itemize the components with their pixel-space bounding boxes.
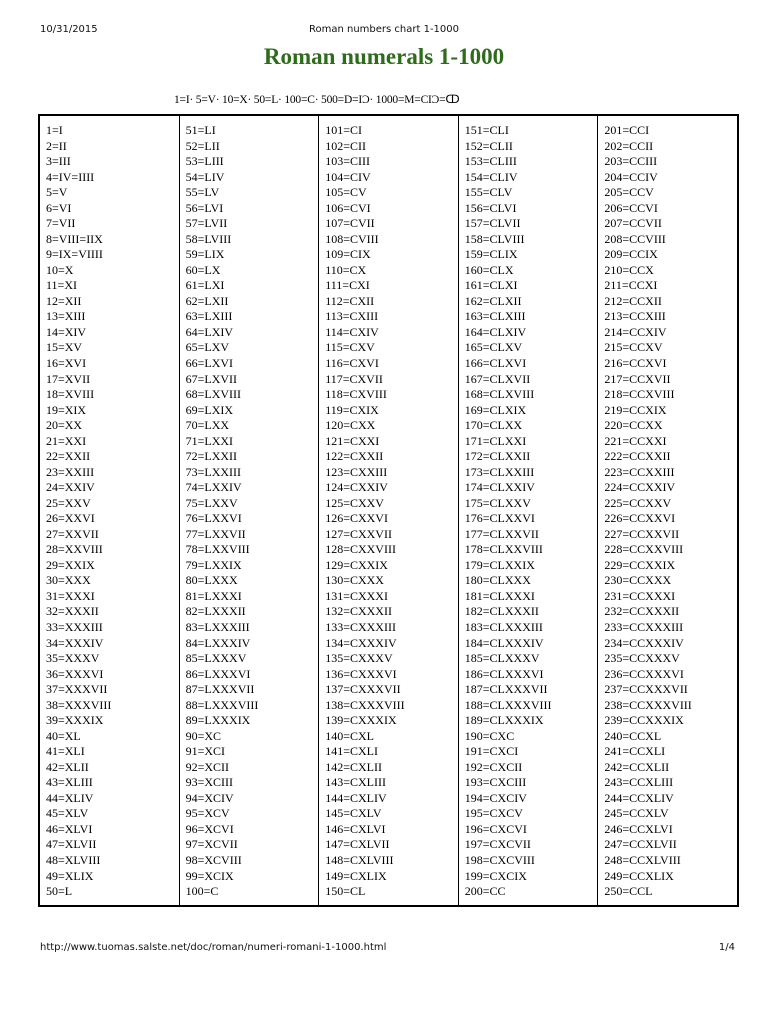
table-cell: 46=XLVI — [46, 821, 93, 836]
table-cell: 162=CLXII — [464, 293, 522, 308]
table-cell: 22=XXII — [46, 449, 91, 464]
table-cell: 239=CCXXXIX — [604, 713, 684, 728]
table-cell: 42=XLII — [46, 759, 89, 774]
table-cell: 26=XXVI — [46, 511, 95, 526]
table-cell: 177=CLXXVII — [464, 526, 539, 541]
table-cell: 121=CXXI — [325, 433, 380, 448]
table-cell: 209=CCIX — [604, 247, 658, 262]
table-cell: 132=CXXXII — [325, 604, 392, 619]
table-cell: 134=CXXXIV — [325, 635, 397, 650]
table-cell: 170=CLXX — [464, 418, 523, 433]
table-cell: 100=C — [185, 884, 219, 899]
table-cell: 219=CCXIX — [604, 402, 667, 417]
table-cell: 193=CXCIII — [464, 775, 527, 790]
table-cell: 157=CLVII — [464, 216, 521, 231]
table-cell: 33=XXXIII — [46, 620, 103, 634]
table-cell: 65=LXV — [185, 340, 230, 355]
table-cell: 30=XXX — [46, 573, 91, 588]
table-cell: 192=CXCII — [464, 759, 523, 774]
table-cell: 117=CXVII — [325, 371, 383, 386]
table-cell: 70=LXX — [185, 418, 230, 433]
table-cell: 5=V — [46, 185, 68, 200]
table-cell: 189=CLXXXIX — [464, 713, 544, 728]
table-cell: 172=CLXXII — [464, 449, 531, 464]
table-cell: 236=CCXXXVI — [604, 666, 684, 681]
table-cell: 11=XI — [46, 278, 77, 293]
table-cell: 95=XCV — [185, 806, 230, 821]
table-cell: 243=CCXLIII — [604, 775, 674, 790]
table-cell: 97=XCVII — [185, 837, 238, 852]
table-cell: 99=XCIX — [185, 868, 234, 883]
table-cell: 133=CXXXIII — [325, 620, 396, 634]
table-cell: 63=LXIII — [185, 309, 233, 324]
table-cell: 130=CXXX — [325, 573, 384, 588]
table-cell: 75=LXXV — [185, 495, 238, 510]
table-cell: 86=LXXXVI — [185, 666, 251, 681]
table-cell: 179=CLXXIX — [464, 557, 535, 572]
table-cell: 142=CXLII — [325, 759, 382, 774]
table-cell: 182=CLXXXII — [464, 604, 539, 619]
table-cell: 107=CVII — [325, 216, 375, 231]
table-cell: 119=CXIX — [325, 402, 379, 417]
numerals-table — [38, 114, 739, 907]
table-cell: 166=CLXVI — [464, 355, 527, 370]
table-cell: 211=CCXI — [604, 278, 658, 293]
table-cell: 135=CXXXV — [325, 651, 393, 666]
table-cell: 176=CLXXVI — [464, 511, 535, 526]
table-cell: 91=XCI — [185, 744, 226, 759]
table-cell: 76=LXXVI — [185, 511, 242, 526]
table-cell: 120=CXX — [325, 418, 376, 433]
table-cell: 241=CCXLI — [604, 744, 666, 759]
table-cell: 118=CXVIII — [325, 387, 387, 402]
table-column — [40, 116, 180, 905]
table-cell: 50=L — [46, 884, 73, 899]
table-cell: 45=XLV — [46, 806, 89, 821]
table-cell: 110=CX — [325, 262, 367, 277]
table-cell: 208=CCVIII — [604, 231, 666, 246]
table-cell: 83=LXXXIII — [185, 620, 250, 634]
table-cell: 94=XCIV — [185, 790, 234, 805]
table-column — [598, 116, 737, 905]
page-number: 1/4 — [718, 942, 735, 953]
table-cell: 184=CLXXXIV — [464, 635, 544, 650]
numeral-legend: 1=I· 5=V· 10=X· 50=L· 100=C· 500=D=IƆ· 1000=M=CIƆ=ↀ — [174, 94, 460, 106]
table-cell: 180=CLXXX — [464, 573, 531, 588]
table-cell: 138=CXXXVIII — [325, 697, 405, 712]
table-cell: 125=CXXV — [325, 495, 384, 510]
table-cell: 79=LXXIX — [185, 557, 242, 572]
table-cell: 84=LXXXIV — [185, 635, 251, 650]
table-cell: 237=CCXXXVII — [604, 682, 688, 697]
table-cell: 98=XCVIII — [185, 852, 242, 867]
table-cell: 188=CLXXXVIII — [464, 697, 552, 712]
table-cell: 35=XXXV — [46, 651, 100, 666]
table-cell: 124=CXXIV — [325, 480, 388, 495]
table-cell: 225=CCXXV — [604, 495, 672, 510]
table-cell: 163=CLXIII — [464, 309, 526, 324]
table-cell: 247=CCXLVII — [604, 837, 677, 852]
table-cell: 154=CLIV — [464, 169, 518, 184]
table-cell: 78=LXXVIII — [185, 542, 250, 557]
table-cell: 37=XXXVII — [46, 682, 108, 697]
table-cell: 187=CLXXXVII — [464, 682, 548, 697]
table-cell: 207=CCVII — [604, 216, 662, 231]
table-cell: 23=XXIII — [46, 464, 95, 479]
table-cell: 248=CCXLVIII — [604, 852, 681, 867]
table-cell: 3=III — [46, 154, 71, 169]
page-title: Roman numerals 1-1000 — [263, 44, 505, 69]
table-cell: 40=XL — [46, 728, 81, 743]
table-cell: 216=CCXVI — [604, 355, 667, 370]
print-date: 10/31/2015 — [40, 24, 98, 35]
table-cell: 167=CLXVII — [464, 371, 531, 386]
table-cell: 156=CLVI — [464, 200, 517, 215]
table-cell: 194=CXCIV — [464, 790, 527, 805]
table-cell: 1=I — [46, 123, 63, 137]
table-cell: 54=LIV — [185, 169, 225, 184]
table-cell: 164=CLXIV — [464, 324, 527, 339]
table-cell: 159=CLIX — [464, 247, 518, 262]
table-cell: 143=CXLIII — [325, 775, 386, 790]
table-cell: 9=IX=VIIII — [46, 247, 103, 262]
table-cell: 103=CIII — [325, 154, 370, 169]
table-cell: 48=XLVIII — [46, 852, 101, 867]
table-cell: 196=CXCVI — [464, 821, 527, 836]
table-cell: 147=CXLVII — [325, 837, 390, 852]
table-cell: 169=CLXIX — [464, 402, 527, 417]
table-cell: 28=XXVIII — [46, 542, 103, 557]
table-cell: 10=X — [46, 262, 74, 277]
table-cell: 53=LIII — [185, 154, 224, 169]
table-cell: 67=LXVII — [185, 371, 238, 386]
print-header-title: Roman numbers chart 1-1000 — [308, 24, 459, 35]
table-cell: 158=CLVIII — [464, 231, 525, 246]
table-cell: 228=CCXXVIII — [604, 542, 684, 557]
table-cell: 96=XCVI — [185, 821, 234, 836]
table-cell: 186=CLXXXVI — [464, 666, 544, 681]
table-cell: 80=LXXX — [185, 573, 238, 588]
table-cell: 204=CCIV — [604, 169, 658, 184]
table-cell: 62=LXII — [185, 293, 229, 308]
table-cell: 152=CLII — [464, 138, 513, 153]
table-cell: 217=CCXVII — [604, 371, 671, 386]
table-cell: 21=XXI — [46, 433, 87, 448]
table-cell: 55=LV — [185, 185, 220, 200]
table-cell: 214=CCXIV — [604, 324, 667, 339]
table-cell: 229=CCXXIX — [604, 557, 676, 572]
table-cell: 245=CCXLV — [604, 806, 669, 821]
table-cell: 234=CCXXXIV — [604, 635, 684, 650]
table-cell: 141=CXLI — [325, 744, 378, 759]
table-cell: 44=XLIV — [46, 790, 94, 805]
table-cell: 148=CXLVIII — [325, 852, 394, 867]
table-cell: 73=LXXIII — [185, 464, 242, 479]
table-cell: 150=CL — [325, 884, 366, 899]
table-cell: 104=CIV — [325, 169, 371, 184]
table-cell: 66=LXVI — [185, 355, 234, 370]
table-cell: 27=XXVII — [46, 526, 99, 541]
table-column — [459, 116, 599, 905]
table-cell: 168=CLXVIII — [464, 387, 535, 402]
table-cell: 238=CCXXXVIII — [604, 697, 692, 712]
table-cell: 227=CCXXVII — [604, 526, 680, 541]
table-cell: 108=CVIII — [325, 231, 379, 246]
table-cell: 146=CXLVI — [325, 821, 386, 836]
table-cell: 226=CCXXVI — [604, 511, 676, 526]
table-cell: 242=CCXLII — [604, 759, 670, 774]
table-cell: 122=CXXII — [325, 449, 384, 464]
table-cell: 145=CXLV — [325, 806, 382, 821]
table-cell: 161=CLXI — [464, 278, 518, 293]
table-cell: 4=IV=IIII — [46, 169, 95, 184]
table-cell: 15=XV — [46, 340, 83, 355]
table-cell: 195=CXCV — [464, 806, 523, 821]
table-cell: 43=XLIII — [46, 775, 93, 790]
table-cell: 191=CXCI — [464, 744, 519, 759]
table-cell: 220=CCXX — [604, 418, 663, 433]
table-cell: 85=LXXXV — [185, 651, 247, 666]
table-cell: 139=CXXXIX — [325, 713, 397, 728]
table-cell: 200=CC — [464, 884, 506, 899]
table-cell: 231=CCXXXI — [604, 588, 676, 603]
table-cell: 7=VII — [46, 216, 76, 231]
table-cell: 116=CXVI — [325, 355, 379, 370]
table-cell: 185=CLXXXV — [464, 651, 540, 666]
table-cell: 68=LXVIII — [185, 387, 242, 402]
table-cell: 31=XXXI — [46, 588, 95, 603]
table-cell: 129=CXXIX — [325, 557, 388, 572]
table-cell: 2=II — [46, 138, 67, 153]
table-cell: 13=XIII — [46, 309, 86, 324]
table-cell: 6=VI — [46, 200, 72, 215]
table-cell: 90=XC — [185, 728, 222, 743]
table-cell: 197=CXCVII — [464, 837, 531, 852]
table-cell: 126=CXXVI — [325, 511, 388, 526]
table-cell: 175=CLXXV — [464, 495, 531, 510]
table-cell: 215=CCXV — [604, 340, 663, 355]
table-cell: 17=XVII — [46, 371, 91, 386]
table-cell: 136=CXXXVI — [325, 666, 397, 681]
table-column — [319, 116, 459, 905]
table-cell: 153=CLIII — [464, 154, 517, 169]
table-cell: 72=LXXII — [185, 449, 238, 464]
table-cell: 218=CCXVIII — [604, 387, 675, 402]
table-cell: 235=CCXXXV — [604, 651, 680, 666]
table-cell: 160=CLX — [464, 262, 514, 277]
table-cell: 131=CXXXI — [325, 588, 388, 603]
table-cell: 32=XXXII — [46, 604, 99, 619]
table-cell: 36=XXXVI — [46, 666, 104, 681]
table-cell: 205=CCV — [604, 185, 654, 200]
table-cell: 87=LXXXVII — [185, 682, 255, 697]
table-cell: 88=LXXXVIII — [185, 697, 259, 712]
table-cell: 102=CII — [325, 138, 366, 153]
table-cell: 123=CXXIII — [325, 464, 388, 479]
table-cell: 210=CCX — [604, 262, 654, 277]
table-cell: 14=XIV — [46, 324, 87, 339]
table-column — [180, 116, 320, 905]
table-cell: 56=LVI — [185, 200, 224, 215]
table-cell: 109=CIX — [325, 247, 371, 262]
table-cell: 232=CCXXXII — [604, 604, 680, 619]
table-cell: 39=XXXIX — [46, 713, 104, 728]
table-cell: 89=LXXXIX — [185, 713, 251, 728]
table-cell: 19=XIX — [46, 402, 87, 417]
table-cell: 213=CCXIII — [604, 309, 666, 324]
table-cell: 221=CCXXI — [604, 433, 667, 448]
table-cell: 16=XVI — [46, 355, 87, 370]
table-cell: 18=XVIII — [46, 387, 95, 402]
table-cell: 230=CCXXX — [604, 573, 672, 588]
table-cell: 12=XII — [46, 293, 82, 308]
table-cell: 181=CLXXXI — [464, 588, 535, 603]
table-cell: 190=CXC — [464, 728, 515, 743]
table-cell: 212=CCXII — [604, 293, 662, 308]
table-cell: 171=CLXXI — [464, 433, 527, 448]
table-cell: 77=LXXVII — [185, 526, 246, 541]
table-cell: 201=CCI — [604, 123, 650, 137]
table-cell: 144=CXLIV — [325, 790, 387, 805]
table-cell: 113=CXIII — [325, 309, 379, 324]
table-cell: 115=CXV — [325, 340, 375, 355]
table-cell: 233=CCXXXIII — [604, 620, 684, 634]
table-cell: 224=CCXXIV — [604, 480, 676, 495]
table-cell: 112=CXII — [325, 293, 375, 308]
table-cell: 71=LXXI — [185, 433, 234, 448]
table-cell: 128=CXXVIII — [325, 542, 396, 557]
table-cell: 111=CXI — [325, 278, 370, 293]
table-cell: 127=CXXVII — [325, 526, 392, 541]
table-cell: 249=CCXLIX — [604, 868, 674, 883]
table-cell: 105=CV — [325, 185, 367, 200]
table-cell: 82=LXXXII — [185, 604, 246, 619]
table-cell: 173=CLXXIII — [464, 464, 535, 479]
table-cell: 74=LXXIV — [185, 480, 242, 495]
table-cell: 47=XLVII — [46, 837, 97, 852]
table-cell: 203=CCIII — [604, 154, 658, 169]
table-cell: 174=CLXXIV — [464, 480, 535, 495]
table-cell: 240=CCXL — [604, 728, 662, 743]
table-cell: 25=XXV — [46, 495, 91, 510]
table-cell: 206=CCVI — [604, 200, 658, 215]
table-cell: 223=CCXXIII — [604, 464, 675, 479]
table-cell: 199=CXCIX — [464, 868, 527, 883]
table-cell: 140=CXL — [325, 728, 374, 743]
table-cell: 81=LXXXI — [185, 588, 242, 603]
table-cell: 222=CCXXII — [604, 449, 671, 464]
table-cell: 202=CCII — [604, 138, 654, 153]
table-cell: 114=CXIV — [325, 324, 379, 339]
source-url-link[interactable]: http://www.tuomas.salste.net/doc/roman/numeri-romani-1-1000.html — [40, 942, 387, 953]
table-cell: 38=XXXVIII — [46, 697, 112, 712]
table-cell: 137=CXXXVII — [325, 682, 401, 697]
table-cell: 29=XXIX — [46, 557, 95, 572]
table-cell: 178=CLXXVIII — [464, 542, 543, 557]
table-cell: 155=CLV — [464, 185, 513, 200]
table-cell: 60=LX — [185, 262, 221, 277]
table-cell: 165=CLXV — [464, 340, 523, 355]
table-cell: 24=XXIV — [46, 480, 95, 495]
table-cell: 34=XXXIV — [46, 635, 104, 650]
table-cell: 52=LII — [185, 138, 220, 153]
table-cell: 92=XCII — [185, 759, 230, 774]
table-cell: 8=VIII=IIX — [46, 231, 103, 246]
table-cell: 41=XLI — [46, 744, 85, 759]
table-cell: 51=LI — [185, 123, 216, 137]
table-cell: 61=LXI — [185, 278, 225, 293]
table-cell: 183=CLXXXIII — [464, 620, 543, 634]
table-cell: 244=CCXLIV — [604, 790, 674, 805]
table-cell: 20=XX — [46, 418, 83, 433]
table-cell: 69=LXIX — [185, 402, 234, 417]
table-cell: 246=CCXLVI — [604, 821, 673, 836]
table-cell: 64=LXIV — [185, 324, 234, 339]
table-cell: 49=XLIX — [46, 868, 94, 883]
table-cell: 101=CI — [325, 123, 362, 137]
table-cell: 151=CLI — [464, 123, 509, 137]
table-cell: 149=CXLIX — [325, 868, 387, 883]
table-cell: 250=CCL — [604, 884, 653, 899]
table-cell: 59=LIX — [185, 247, 225, 262]
table-cell: 106=CVI — [325, 200, 371, 215]
table-cell: 198=CXCVIII — [464, 852, 535, 867]
table-cell: 57=LVII — [185, 216, 228, 231]
table-cell: 58=LVIII — [185, 231, 232, 246]
table-cell: 93=XCIII — [185, 775, 234, 790]
